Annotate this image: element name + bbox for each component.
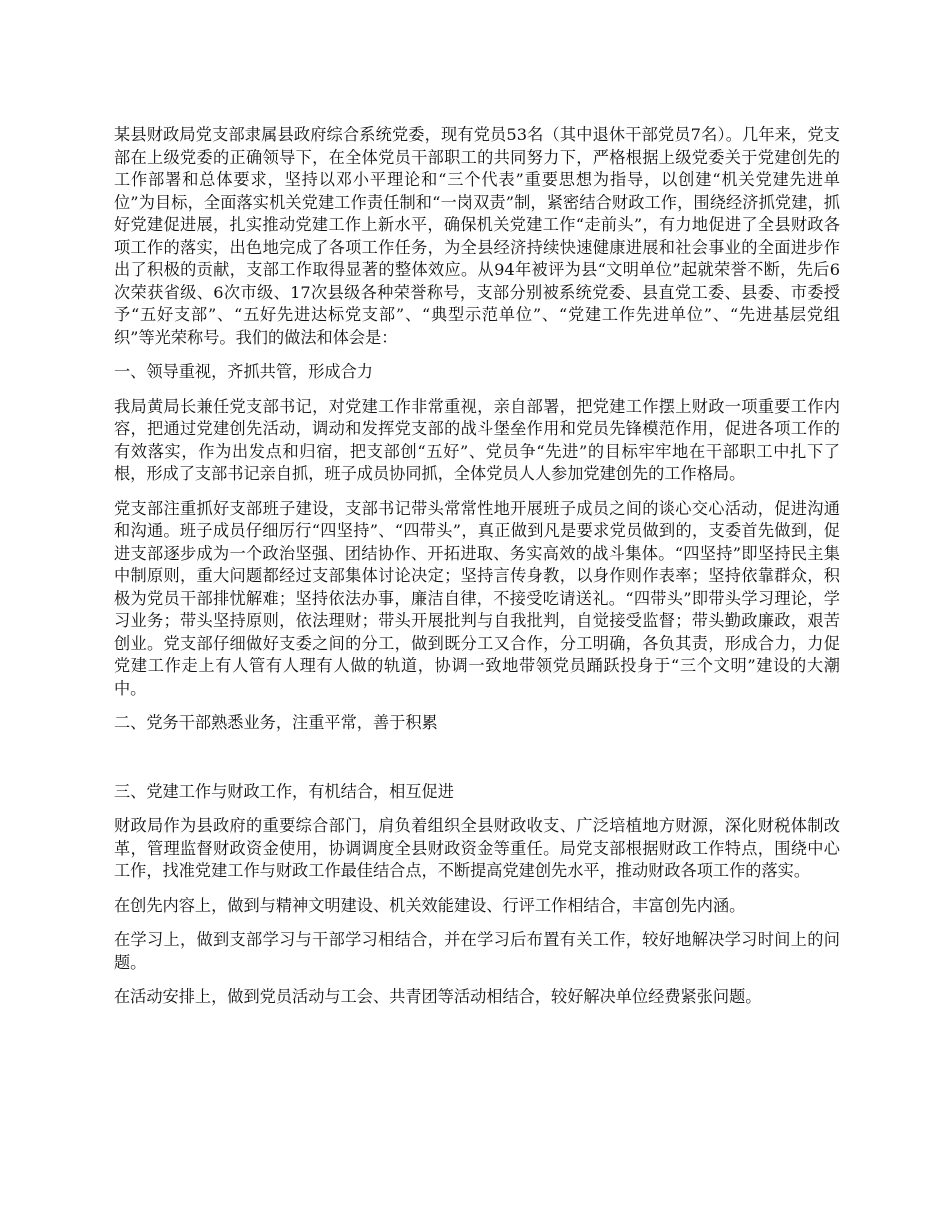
section-3-paragraph-1: 财政局作为县政府的重要综合部门，肩负着组织全县财政收支、广泛培植地方财源，深化财税体制改革，管理监督财政资金使用，协调调度全县财政资金等重任。局党支部根据财政工作特点，围绕中心工作，找准党建工作与财政工作最佳结合点，不断提高党建创先水平，推动财政各项工作的落实。 [114,816,840,880]
section-3-paragraph-2: 在创先内容上，做到与精神文明建设、机关效能建设、行评工作相结合，丰富创先内涵。 [114,895,746,915]
blank-space [114,747,840,781]
section-heading-1: 一、领导重视，齐抓共管，形成合力 [114,362,373,381]
intro-paragraph: 某县财政局党支部隶属县政府综合系统党委，现有党员53名（其中退休干部党员7名）。几年来，党支部在上级党委的正确领导下，在全体党员干部职工的共同努力下，严格根据上级党委关于党建创先的工作部署和总体要求，坚持以邓小平理论和“三个代表”重要思想为指导，以创建“机关党建先进单位”为目标，全面落实机关党建工作责任制和“一岗双责”制，紧密结合财政工作，围绕经济抓党建，抓好党建促进展，扎实推动党建工作上新水平，确保机关党建工作“走前头”，有力地促进了全县财政各项工作的落实，出色地完成了各项工作任务，为全县经济持续快速健康进展和社会事业的全面进步作出了积极的贡献，支部工作取得显著的整体效应。从94年被评为县“文明单位”起就荣誉不断，先后6次荣获省级、6次市级、17次县级各种荣誉称号，支部分别被系统党委、县直党工委、县委、市委授予“五好支部”、“五好先进达标党支部”、“典型示范单位”、“党建工作先进单位”、“先进基层党组织”等光荣称号。我们的做法和体会是： [114,125,840,347]
document-body [114,124,840,1021]
section-heading-3: 三、党建工作与财政工作，有机结合，相互促进 [114,781,454,801]
section-3-paragraph-4: 在活动安排上，做到党员活动与工会、共青团等活动相结合，较好解决单位经费紧张问题。 [114,987,762,1006]
section-heading-2: 二、党务干部熟悉业务，注重平常，善于积累 [114,713,438,732]
section-1-paragraph-1: 我局黄局长兼任党支部书记，对党建工作非常重视，亲自部署，把党建工作摆上财政一项重要工作内容，把通过党建创先活动，调动和发挥党支部的战斗堡垒作用和党员先锋模范作用，促进各项工作的有效落实，作为出发点和归宿，把支部创“五好”、党员争“先进”的目标牢牢地在干部职工中扎下了根，形成了支部书记亲自抓，班子成员协同抓，全体党员人人参加党建创先的工作格局。 [114,396,840,483]
section-3-paragraph-3: 在学习上，做到支部学习与干部学习相结合，并在学习后布置有关工作，较好地解决学习时间上的问题。 [114,930,840,972]
section-1-paragraph-2: 党支部注重抓好支部班子建设，支部书记带头常常性地开展班子成员之间的谈心交心活动，促进沟通和沟通。班子成员仔细厉行“四坚持”、“四带头”，真正做到凡是要求党员做到的，支委首先做到，促进支部逐步成为一个政治坚强、团结协作、开拓进取、务实高效的战斗集体。“四坚持”即坚持民主集中制原则，重大问题都经过支部集体讨论决定；坚持言传身教，以身作则作表率；坚持依靠群众，积极为党员干部排忧解难；坚持依法办事，廉洁自律，不接受吃请送礼。“四带头”即带头学习理论，学习业务；带头坚持原则，依法理财；带头开展批判与自我批判，自觉接受监督；带头勤政廉政，艰苦创业。党支部仔细做好支委之间的分工，做到既分工又合作，分工明确，各负其责，形成合力，力促党建工作走上有人管有人理有人做的轨道，协调一致地带领党员踊跃投身于“三个文明”建设的大潮中。 [114,498,840,698]
